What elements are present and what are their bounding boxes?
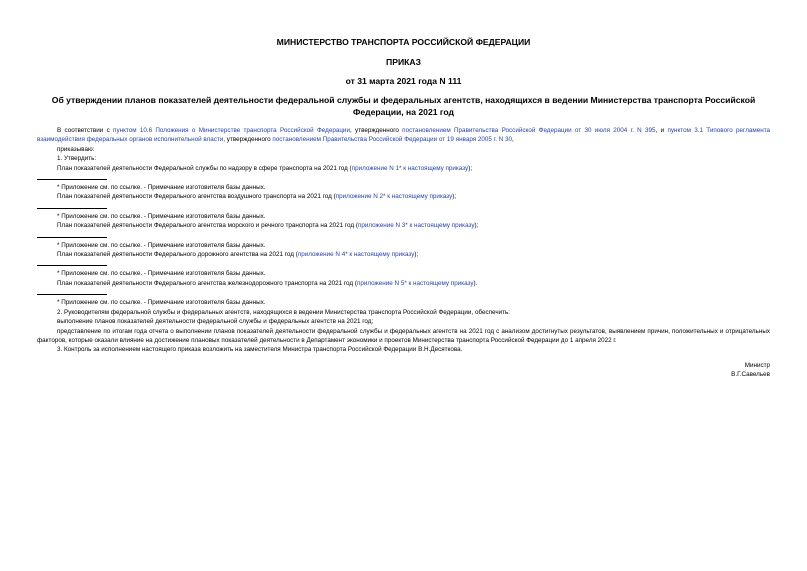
plan-end: ); — [474, 222, 479, 230]
ministry-heading: МИНИСТЕРСТВО ТРАНСПОРТА РОССИЙСКОЙ ФЕДЕРАЦИИ — [276, 37, 531, 47]
plan-item-5 — [37, 279, 770, 288]
appendix-4-link[interactable]: приложение N 4* к настоящему приказу — [297, 251, 415, 259]
footnote: * Приложение см. по ссылке. - Примечание изготовителя базы данных. — [57, 270, 266, 278]
item-1: 1. Утвердить: — [57, 155, 97, 163]
preamble-paragraph — [37, 126, 770, 145]
plan-text: План показателей деятельности Федерального агентства воздушного транспорта на 2021 год ( — [57, 193, 336, 201]
plan-item-2 — [37, 192, 770, 201]
footnote-divider — [37, 294, 107, 295]
appendix-5-link[interactable]: приложение N 5* к настоящему приказу — [356, 279, 474, 287]
preamble-text-1: В соответствии с — [57, 127, 114, 134]
plan-item-4 — [37, 250, 770, 259]
date-number-heading: от 31 марта 2021 года N 111 — [345, 76, 462, 86]
item-2b: представление по итогам года отчета о выполнении планов показателей деятельности федеральной службы и федеральных агентств на 2021 год с анализом достигнутых результатов, выявлением причин, положительных и отрицательных факторов, которые оказали влияние на достижение плановых показателей деятельности в Департамент экономики и проектов Министерства транспорта Российской Федерации до 1 апреля 2022 г. — [37, 327, 770, 344]
appendix-3-link[interactable]: приложение N 3* к настоящему приказу — [357, 222, 475, 230]
footnote-divider — [37, 265, 107, 266]
item-2a: выполнение планов показателей деятельности федеральной службы и федеральных агентств на 2021 год; — [57, 318, 374, 326]
plan-text: План показателей деятельности Федерального агентства железнодорожного транспорта на 2021 год ( — [57, 279, 357, 287]
item-2: 2. Руководителям федеральной службы и федеральных агентств, находящихся в ведении Министерства транспорта Российской Федерации, обеспечить: — [57, 308, 511, 316]
document-body — [37, 126, 770, 380]
plan-text: План показателей деятельности Федерального агентства морского и речного транспорта на 2021 год ( — [57, 222, 358, 230]
signatory-name: В.Г.Савельев — [731, 371, 770, 379]
item-3: 3. Контроль за исполнением настоящего приказа возложить на заместителя Министра транспорта Российской Федерации В.Н.Десяткова. — [57, 346, 463, 354]
footnote: * Приложение см. по ссылке. - Примечание изготовителя базы данных. — [57, 241, 266, 249]
signature-block — [37, 361, 770, 380]
plan-end: ); — [414, 251, 419, 259]
preamble-text-4: , утвержденного — [223, 136, 273, 144]
footnote-divider — [37, 179, 107, 180]
doc-type-heading: ПРИКАЗ — [386, 57, 421, 67]
plan-text: План показателей деятельности Федеральной службы по надзору в сфере транспорта на 2021 год ( — [57, 164, 352, 172]
appendix-1-link[interactable]: приложение N 1* к настоящему приказу — [351, 164, 469, 172]
plan-end: ). — [473, 279, 478, 287]
footnote-divider — [37, 208, 107, 209]
typical-regulation-link[interactable]: пунктом 3.1 Типового регламента взаимодействия федеральных органов исполнительной власти — [37, 127, 771, 144]
footnote: * Приложение см. по ссылке. - Примечание изготовителя базы данных. — [57, 184, 266, 192]
preamble-text-5: , — [512, 136, 514, 144]
plan-end: ); — [452, 193, 457, 201]
preamble-text-2: , утвержденного — [349, 127, 403, 134]
plan-item-3 — [37, 221, 770, 230]
footnote: * Приложение см. по ссылке. - Примечание изготовителя базы данных. — [57, 299, 266, 307]
appendix-2-link[interactable]: приложение N 2* к настоящему приказу — [335, 193, 453, 201]
plan-end: ); — [468, 164, 473, 172]
document-title: Об утверждении планов показателей деятельности федеральной службы и федеральных агентств, находящихся в ведении Министерства транспорта Российской Федерации, на 2021 год — [51, 95, 756, 117]
regulation-link[interactable]: пунктом 10.6 Положения о Министерстве транспорта Российской Федерации — [113, 127, 350, 134]
plan-item-1 — [37, 164, 770, 173]
signatory-position: Министр — [744, 361, 770, 369]
footnote: * Приложение см. по ссылке. - Примечание изготовителя базы данных. — [57, 212, 266, 220]
plan-text: План показателей деятельности Федерального дорожного агентства на 2021 год ( — [57, 251, 298, 259]
decree-30-link[interactable]: постановлением Правительства Российской Федерации от 19 января 2005 г. N 30 — [272, 136, 513, 144]
decree-395-link[interactable]: постановлением Правительства Российской Федерации от 30 июля 2004 г. N 395 — [402, 127, 656, 134]
footnote-divider — [37, 237, 107, 238]
preamble-text-3: , и — [655, 127, 668, 134]
order-word: приказываю: — [57, 145, 95, 153]
